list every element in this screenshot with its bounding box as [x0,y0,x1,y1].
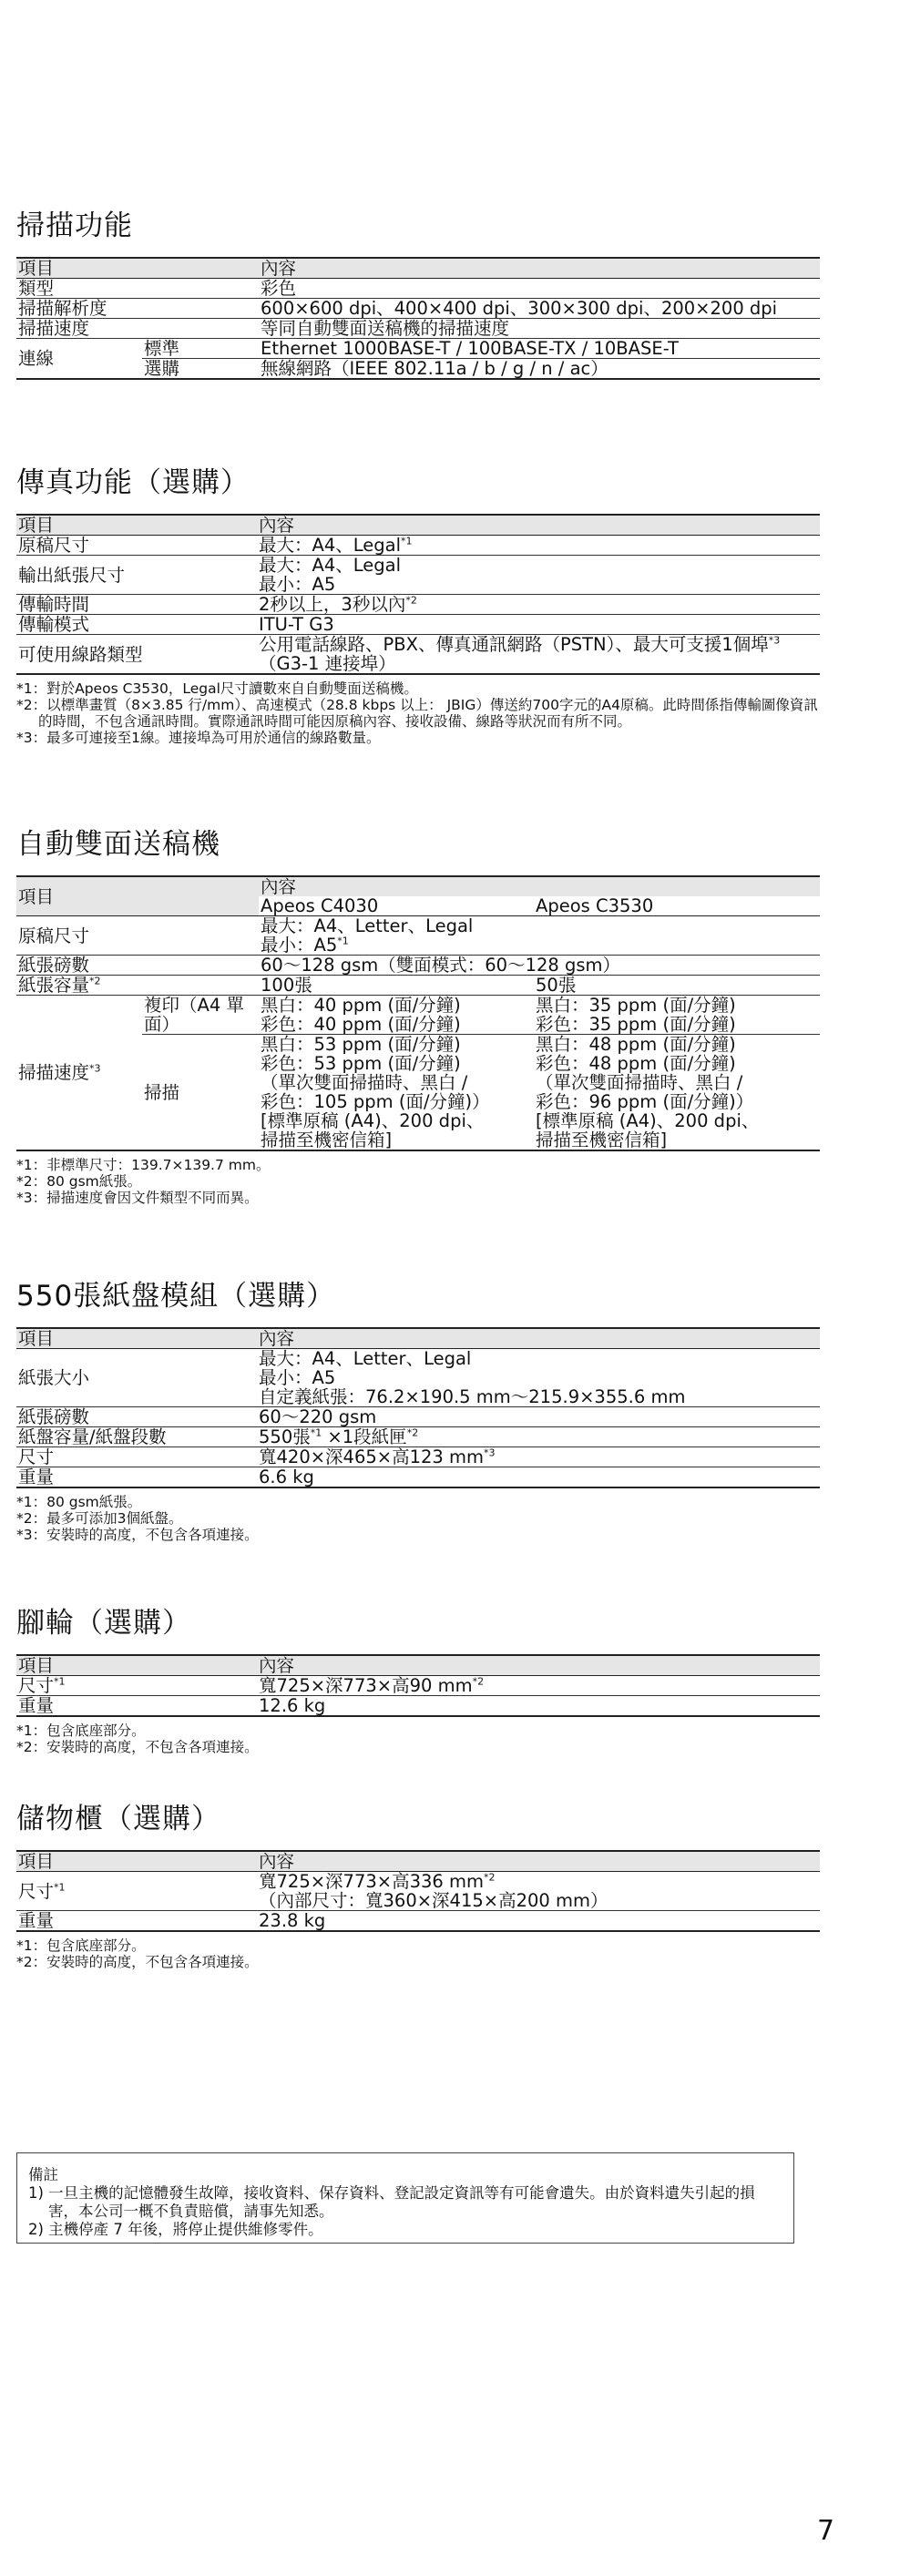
row-value: 60〜128 gsm（雙面模式：60〜128 gsm） [259,956,820,976]
table-header-row [16,258,820,279]
value-line [259,1872,820,1891]
table-row [16,1349,820,1407]
row-label: 輸出紙張尺寸 [16,556,257,595]
footnote: *1：80 gsm紙張。 [16,1494,142,1510]
footnote: *1：包含底座部分。 [16,1722,146,1739]
header-item: 項目 [16,1328,257,1349]
row-value: 600×600 dpi、400×400 dpi、300×300 dpi、200×200 dpi [259,299,820,319]
row-label: 傳輸時間 [16,595,257,615]
value-text: 最小：A5 [261,935,338,956]
value-line: [標準原稿 (A4)、200 dpi、 [536,1110,760,1131]
table-row [16,635,820,675]
footnote: *1：非標準尺寸：139.7×139.7 mm。 [16,1157,271,1173]
footnote-ref: *2 [472,1675,485,1688]
footnote-ref: *2 [405,594,417,607]
value-line: 彩色：105 ppm (面/分鐘)） [261,1091,490,1112]
value-b [534,1035,820,1151]
footnote-ref: *2 [89,975,101,987]
row-label: 紙張大小 [16,1349,257,1407]
row-label: 可使用線路類型 [16,635,257,675]
header-content: 內容 [257,1328,820,1349]
row-value: Ethernet 1000BASE-T / 100BASE-TX / 10BASE-T [259,339,820,359]
caster-section [16,1605,820,1755]
value-line [261,935,820,955]
row-value [257,1427,820,1447]
sub-label: 標準 [142,339,259,359]
row-value [257,1872,820,1911]
row-value [257,536,820,556]
value-text: 寬725×深773×高336 mm [259,1871,485,1892]
value-line: 彩色：40 ppm (面/分鐘) [261,1014,461,1035]
section-title: 儲物櫃（選購） [16,1803,220,1835]
footnotes [16,680,820,746]
value-text: 公用電話線路、PBX、傳真通訊網路（PSTN）、最大可支援1個埠 [259,634,769,655]
table-header-row [16,1655,820,1676]
value-text: 550張 [259,1426,311,1447]
section-title: 自動雙面送稿機 [16,828,220,861]
footnote-ref: *2 [406,1426,419,1439]
table-row [16,976,820,996]
value-line: （單次雙面掃描時、黑白 / [536,1072,743,1093]
value-line: 彩色：35 ppm (面/分鐘) [536,1014,736,1035]
label-text: 紙張容量 [18,975,90,996]
table-row [16,615,820,635]
tray-section [16,1278,820,1543]
table-row [16,1911,820,1932]
row-value: 23.8 kg [257,1911,820,1932]
footnote-ref: *1 [310,1426,322,1439]
table-row [16,299,820,319]
fax-spec-table [16,514,820,675]
sub-label: 掃描 [142,1035,259,1151]
row-label: 類型 [16,279,259,299]
row-value: 60〜220 gsm [257,1407,820,1427]
section-title: 腳輪（選購） [16,1607,191,1640]
footnote: *2：安裝時的高度，不包含各項連接。 [16,1739,259,1755]
remark-item: 1) 一旦主機的記憶體發生故障，接收資料、保存資料、登記設定資訊等有可能會遺失。由於資料遺失引起的損害，本公司一概不負責賠償，請事先知悉。 [28,2184,755,2220]
row-label: 掃描速度 [16,319,259,339]
row-value [257,595,820,615]
value-line: 彩色：53 ppm (面/分鐘) [261,1053,461,1074]
footnote: *2：以標準畫質（8×3.85 行/mm）、高速模式（28.8 kbps 以上： JBIG）傳送約700字元的A4原稿。此時間係指傳輸圖像資訊的時間，不包含通訊時間。實際通訊時間可能因原稿內容、接收設備、線路等狀況而有所不同。 [16,697,818,730]
header-item: 項目 [16,876,259,916]
remark-item: 2) 主機停產 7 年後，將停止提供維修零件。 [28,2221,323,2238]
row-value: 等同自動雙面送稿機的掃描速度 [259,319,820,339]
value-a [259,996,534,1035]
value-line: （內部尺寸：寬360×深415×高200 mm） [259,1890,608,1911]
footnote-ref: *3 [768,634,781,647]
adf-section [16,826,820,1206]
value-text: ×1段紙匣 [322,1426,407,1447]
scan-spec-table [16,257,820,380]
value-line: 掃描至機密信箱] [261,1130,393,1150]
row-value [257,1676,820,1696]
value-line: 黑白：40 ppm (面/分鐘) [261,995,461,1016]
value-b: 50張 [534,976,820,996]
value-text: 最大：A4、Legal [259,535,402,556]
footnote-ref: *1 [337,935,349,947]
remarks-title: 備註 [28,2166,58,2183]
model-a: Apeos C4030 [259,896,534,916]
footnote: *1：對於Apeos C3530，Legal尺寸讀數來自自動雙面送稿機。 [16,680,418,697]
footnote-ref: *1 [401,535,413,547]
table-row [16,1872,820,1911]
value-line: 黑白：48 ppm (面/分鐘) [536,1034,736,1055]
cabinet-spec-table [16,1850,820,1932]
header-content: 內容 [257,1851,820,1872]
table-row [16,339,820,359]
value-line: 自定義紙張：76.2×190.5 mm〜215.9×355.6 mm [259,1386,686,1407]
fax-section [16,465,820,746]
row-label [16,1676,257,1696]
footnotes [16,1494,820,1543]
row-label [16,996,142,1151]
footnote: *3：安裝時的高度，不包含各項連接。 [16,1527,259,1543]
value-line: 最大：A4、Letter、Legal [259,1348,472,1369]
footnotes [16,1157,820,1206]
header-item: 項目 [16,258,259,279]
footnote-ref: *1 [54,1675,66,1688]
table-row [16,1467,820,1488]
row-label: 紙盤容量/紙盤段數 [16,1427,257,1447]
footnote-ref: *2 [484,1871,496,1884]
value-line: [標準原稿 (A4)、200 dpi、 [261,1110,485,1131]
value-line [259,635,820,654]
row-label: 重量 [16,1911,257,1932]
row-label: 傳輸模式 [16,615,257,635]
footnote: *2：安裝時的高度，不包含各項連接。 [16,1954,259,1970]
header-content: 內容 [259,258,820,279]
row-label [16,1872,257,1911]
row-value: 6.6 kg [257,1467,820,1488]
value-line: 最小：A5 [259,1367,336,1388]
adf-spec-table [16,875,820,1151]
row-label: 尺寸 [16,1447,257,1467]
row-label: 原稿尺寸 [16,916,259,956]
row-label [16,976,259,996]
table-row [16,595,820,615]
section-title: 550張紙盤模組（選購） [16,1280,336,1313]
row-label: 重量 [16,1696,257,1717]
value-line: 黑白：53 ppm (面/分鐘) [261,1034,461,1055]
value-line: （單次雙面掃描時、黑白 / [261,1072,468,1093]
row-label: 連線 [16,339,142,380]
table-row [16,1427,820,1447]
footnote: *1：包含底座部分。 [16,1937,146,1954]
section-title: 掃描功能 [16,210,133,242]
footnote-ref: *3 [89,1062,101,1075]
row-label: 紙張磅數 [16,1407,257,1427]
footnote-ref: *3 [484,1446,496,1459]
table-header-row [16,515,820,536]
value-a [259,1035,534,1151]
header-item: 項目 [16,515,257,536]
remarks-box [16,2152,794,2244]
value-line: 黑白：35 ppm (面/分鐘) [536,995,736,1016]
value-line: 彩色：48 ppm (面/分鐘) [536,1053,736,1074]
value-a: 100張 [259,976,534,996]
footnote: *2：最多可添加3個紙盤。 [16,1510,183,1527]
table-row [16,956,820,976]
table-row [16,1447,820,1467]
footnotes [16,1722,820,1755]
value-b [534,996,820,1035]
caster-spec-table [16,1654,820,1717]
table-row [16,916,820,956]
table-row [16,556,820,595]
footnote: *3：最多可連接至1線。連接埠為可用於通信的線路數量。 [16,730,381,746]
value-line: 掃描至機密信箱] [536,1130,668,1150]
table-row [16,996,820,1035]
label-text: 尺寸 [18,1675,55,1696]
table-row [16,1407,820,1427]
row-value: 彩色 [259,279,820,299]
sub-label: 選購 [142,359,259,380]
header-content: 內容 [257,515,820,536]
table-header-row [16,1851,820,1872]
sub-label: 複印（A4 單面） [142,996,259,1035]
table-row [16,1696,820,1717]
label-text: 掃描速度 [18,1062,90,1083]
cabinet-section [16,1801,820,1970]
header-item: 項目 [16,1851,257,1872]
row-value: 無線網路（IEEE 802.11a / b / g / n / ac） [259,359,820,380]
row-value [257,635,820,675]
scan-section [16,208,820,380]
value-line: 最大：A4、Legal [259,555,402,576]
table-row [16,1676,820,1696]
footnote: *3：掃描速度會因文件類型不同而異。 [16,1190,259,1206]
row-value [257,556,820,595]
table-row [16,319,820,339]
table-row [16,279,820,299]
value-line: 最大：A4、Letter、Legal [261,915,474,936]
value-text: 寬420×深465×高123 mm [259,1446,485,1467]
row-value: 12.6 kg [257,1696,820,1717]
table-header-row [16,876,820,896]
tray-spec-table [16,1327,820,1488]
model-b: Apeos C3530 [534,896,820,916]
header-content: 內容 [257,1655,820,1676]
row-value: ITU-T G3 [257,615,820,635]
footnote: *2：80 gsm紙張。 [16,1173,142,1190]
row-label: 重量 [16,1467,257,1488]
value-text: 2秒以上，3秒以內 [259,594,406,615]
row-label: 掃描解析度 [16,299,259,319]
row-value [257,1447,820,1467]
table-header-row [16,1328,820,1349]
row-value [259,916,820,956]
value-line: 彩色：96 ppm (面/分鐘)） [536,1091,754,1112]
footnote-ref: *1 [54,1881,66,1893]
row-value [257,1349,820,1407]
row-label: 原稿尺寸 [16,536,257,556]
value-line: （G3-1 連接埠） [259,653,396,674]
row-label: 紙張磅數 [16,956,259,976]
header-content: 內容 [259,876,820,896]
section-title: 傳真功能（選購） [16,466,250,499]
footnotes [16,1937,820,1970]
value-text: 寬725×深773×高90 mm [259,1675,473,1696]
label-text: 尺寸 [18,1880,55,1902]
value-line: 最小：A5 [259,574,336,595]
header-item: 項目 [16,1655,257,1676]
page-number: 7 [817,2515,835,2547]
table-row [16,536,820,556]
